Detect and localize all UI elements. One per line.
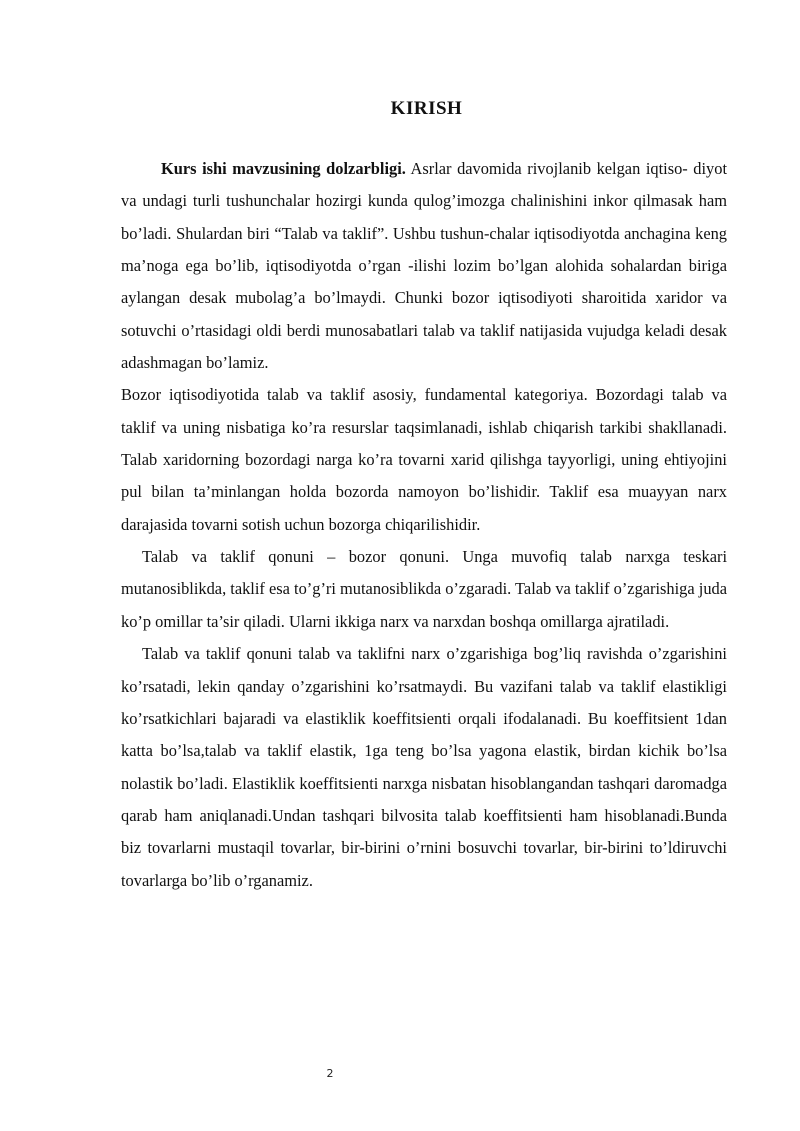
- page-title: KIRISH: [390, 98, 463, 119]
- paragraph-lead: Kurs ishi mavzusining dolzarbligi.: [161, 159, 406, 178]
- paragraph-relevance: [121, 153, 727, 379]
- paragraph-market-economy: Bozor iqtisodiyotida talab va taklif asosiy, fundamental kategoriya. Bozordagi talab va taklif va uning nisbatiga ko’ra resurslar taqsimlanadi, ishlab chiqarish tarkibi shakllanadi. Talab xaridorning bozordagi narga ko’ra tovarni xarid qilishga tayyorligi, uning ehtiyojini pul bilan ta’minlangan holda bozorda namoyon bo’lishidir. Taklif esa muayyan narx darajasida tovarni sotish uchun bozorga chiqarilishidir.: [121, 385, 727, 534]
- paragraph-elasticity: Talab va taklif qonuni talab va taklifni narx o’zgarishiga bog’liq ravishda o’zgarishini ko’rsatadi, lekin qanday o’zgarishini ko’rsatmaydi. Bu vazifani talab va taklif elastikligi ko’rsatkichlari bajaradi va elastiklik koeffitsienti orqali ifodalanadi. Bu koeffitsient 1dan katta bo’lsa,talab va taklif elastik, 1ga teng bo’lsa yagona elastik, birdan kichik bo’lsa nolastik bo’ladi. Elastiklik koeffitsienti narxga nisbatan hisoblangandan tashqari daromadga qarab ham aniqlanadi.Undan tashqari bilvosita talab koeffitsienti ham hisoblanadi.Bunda biz tovarlarni mustaqil tovarlar, bir-birini o’rnini bosuvchi tovarlar, bir-birini to’ldiruvchi tovarlarga bo’lib o’rganamiz.: [121, 644, 727, 890]
- page-number: 2: [326, 1067, 334, 1080]
- paragraph-supply-demand-law: Talab va taklif qonuni – bozor qonuni. Unga muvofiq talab narxga teskari mutanosiblikda, taklif esa to’g’ri mutanosiblikda o’zgaradi. Talab va taklif o’zgarishiga juda ko’p omillar ta’sir qiladi. Ularni ikkiga narx va narxdan boshqa omillarga ajratiladi.: [121, 547, 727, 631]
- paragraph-text: Asrlar davomida rivojlanib kelgan iqtiso- diyot va undagi turli tushunchalar hozirgi kunda qulog’imozga chalinishini inkor qilmasak ham bo’ladi. Shulardan biri “Talab va taklif”. Ushbu tushun-chalar iqtisodiyotda anchagina keng ma’noga ega bo’lib, iqtisodiyotda o’rgan -ilishi lozim bo’lgan alohida sohalardan biriga aylangan desak mubolag’a bo’lmaydi. Chunki bozor iqtisodiyoti sharoitida xaridor va sotuvchi o’rtasidagi oldi berdi munosabatlari talab va taklif natijasida vujudga keladi desak adashmagan bo’lamiz.: [121, 159, 727, 373]
- body-text: [121, 153, 727, 897]
